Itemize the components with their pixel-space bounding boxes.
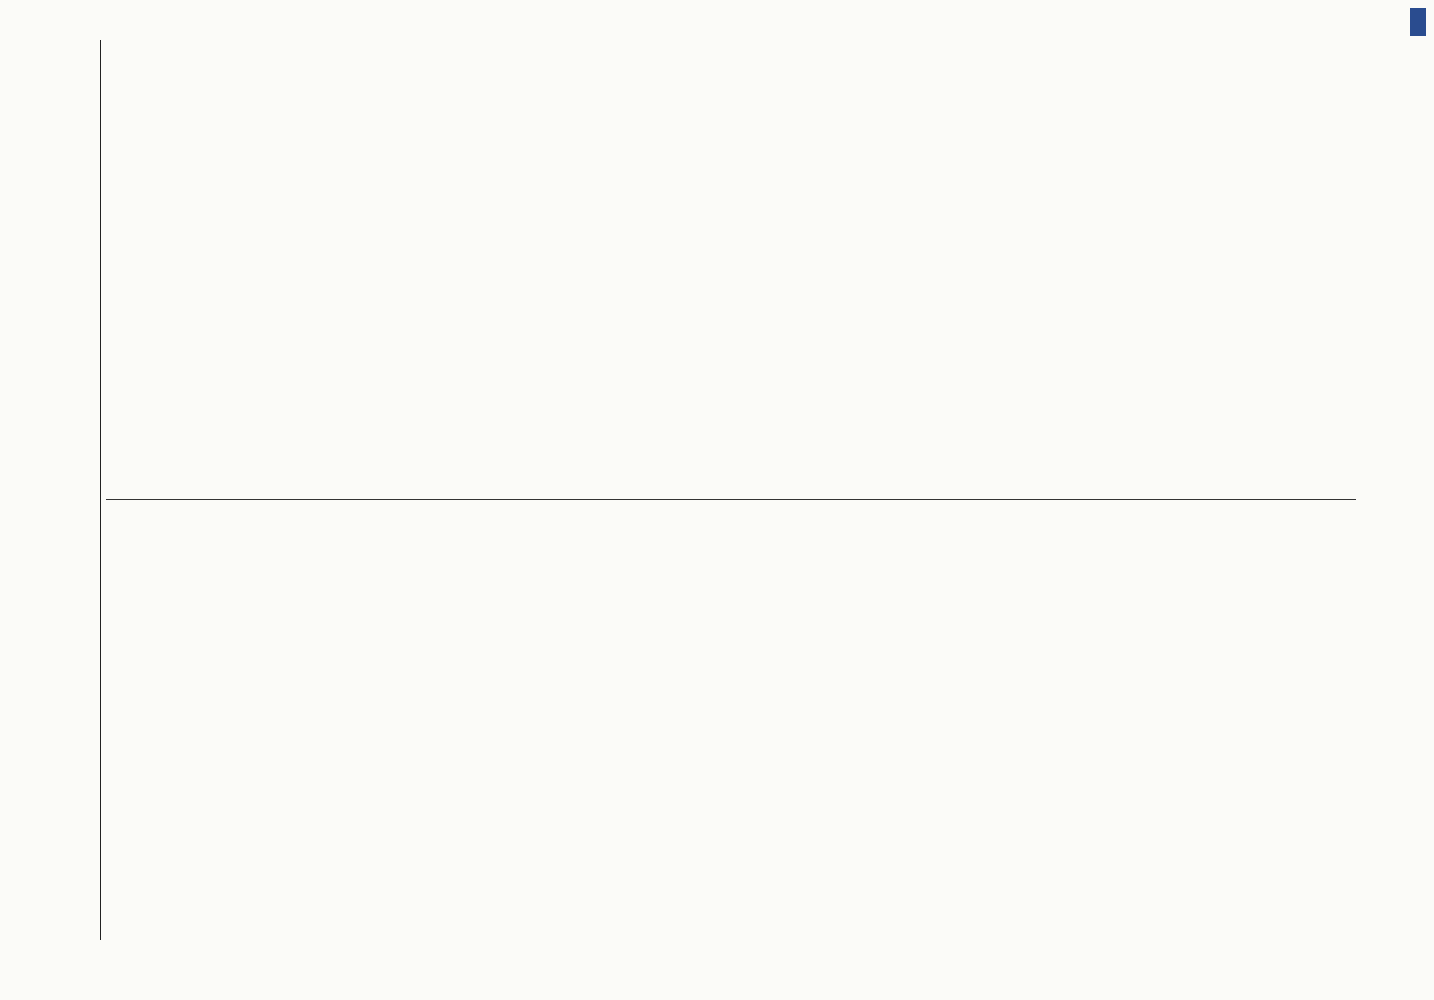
text-column-left [110,510,1350,930]
column-separator [106,499,1356,500]
dfg-logo [1410,8,1426,36]
header-rule [100,40,101,940]
page-header [58,0,94,1000]
digitization-sidebar [1400,0,1434,1000]
text-column-right [110,50,1350,470]
